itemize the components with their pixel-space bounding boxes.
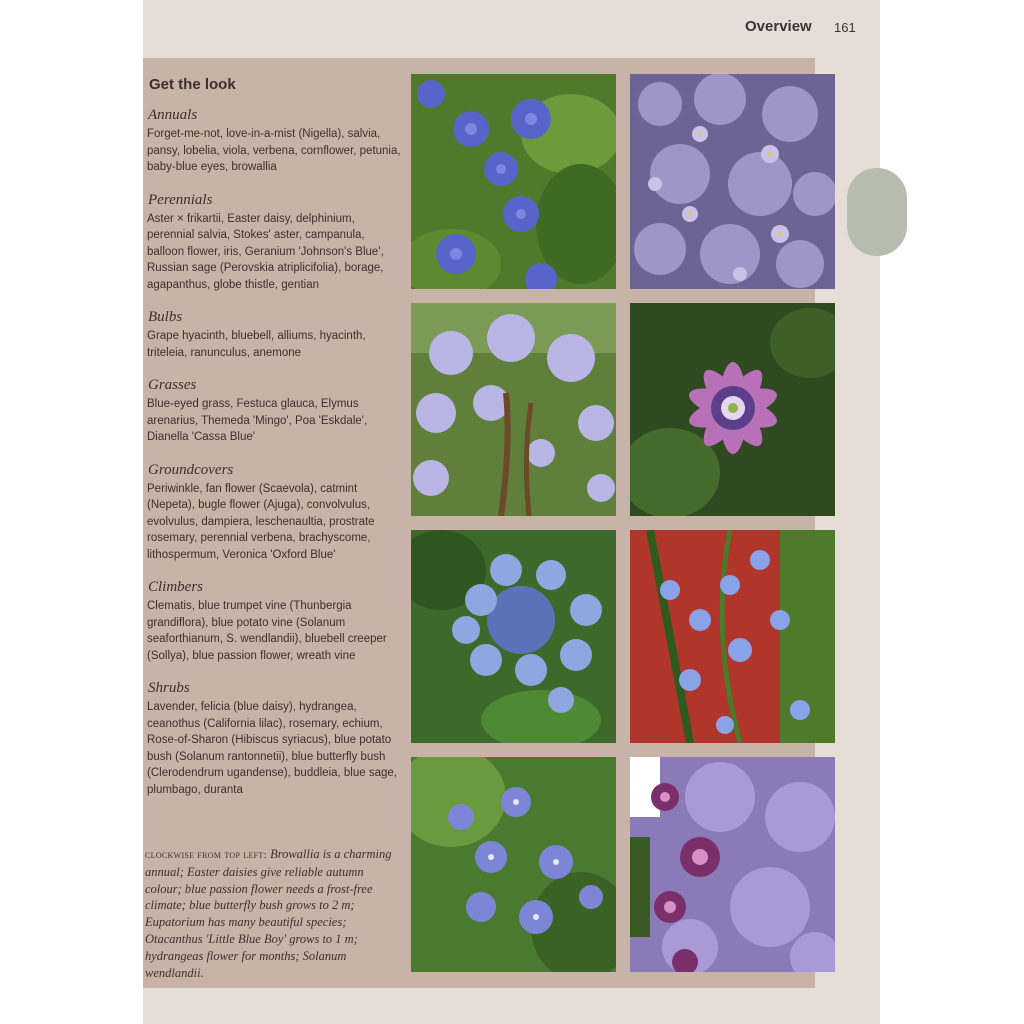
photo-blue-butterfly-bush bbox=[630, 530, 835, 743]
section-text: Periwinkle, fan flower (Scaevola), catmint (Nepeta), bugle flower (Ajuga), convolvulus, evolvulus, dampiera, leschenaultia, prostrate rosemary, perennial verbena, brachyscome, lithospermum, Veronica 'Oxford Blue' bbox=[147, 482, 375, 561]
photo-blue-passion-flower bbox=[630, 303, 835, 516]
section-bulbs bbox=[147, 309, 403, 361]
running-header-title: Overview bbox=[745, 18, 812, 35]
get-the-look-column bbox=[147, 70, 403, 814]
section-perennials bbox=[147, 192, 403, 294]
photo-solanum-wendlandii bbox=[411, 303, 616, 516]
section-heading: Shrubs bbox=[148, 680, 190, 696]
section-heading: Grasses bbox=[148, 377, 197, 393]
photo-caption bbox=[145, 846, 401, 981]
section-text: Clematis, blue trumpet vine (Thunbergia grandiflora), blue potato vine (Solanum seaforthianum, S. wendlandii), bluebell creeper (Sollya), blue passion flower, wreath vine bbox=[147, 600, 387, 662]
section-text: Grape hyacinth, bluebell, alliums, hyacinth, triteleia, ranunculus, anemone bbox=[147, 330, 366, 359]
section-text: Lavender, felicia (blue daisy), hydrangea, ceanothus (California lilac), rosemary, echium, Rose-of-Sharon (Hibiscus syriacus), blue potato bush (Solanum rantonnetii), blue butterfly bush (Clerodendrum ugandense), buddleia, blue sage, plumbago, duranta bbox=[147, 701, 397, 796]
section-climbers bbox=[147, 579, 403, 664]
photo-otacanthus bbox=[411, 757, 616, 972]
section-heading: Groundcovers bbox=[148, 461, 234, 478]
section-annuals bbox=[147, 107, 403, 176]
section-shrubs bbox=[147, 680, 403, 798]
photo-browallia bbox=[411, 74, 616, 289]
caption-lead: clockwise from top left: bbox=[145, 849, 267, 861]
section-heading: Climbers bbox=[148, 579, 204, 595]
section-text: Blue-eyed grass, Festuca glauca, Elymus arenarius, Themeda 'Mingo', Poa 'Eskdale', Dianella 'Cassa Blue' bbox=[147, 398, 368, 443]
section-heading: Bulbs bbox=[148, 309, 183, 325]
section-groundcovers bbox=[147, 462, 403, 564]
chapter-tab bbox=[847, 168, 907, 256]
photo-hydrangea bbox=[411, 530, 616, 743]
caption-text: Browallia is a charming annual; Easter daisies give reliable autumn colour; blue passion flower needs a frost-free climate; blue butterfly bush grows to 2 m; Eupatorium has many beautiful species; Otacanthus 'Little Blue Boy' grows to 1 m; hydrangeas flower for months; Solanum wendlandii. bbox=[145, 847, 392, 980]
section-text: Aster × frikartii, Easter daisy, delphinium, perennial salvia, Stokes' aster, campanula, balloon flower, iris, Geranium 'Johnson's Blue', Russian sage (Perovskia atriplicifolia), borage, agapanthus, globe thistle, gentian bbox=[147, 212, 384, 291]
page-number: 161 bbox=[834, 20, 856, 35]
section-heading: Perennials bbox=[148, 191, 213, 208]
section-text: Forget-me-not, love-in-a-mist (Nigella), salvia, pansy, lobelia, viola, verbena, cornflower, petunia, baby-blue eyes, browallia bbox=[147, 128, 401, 173]
photo-easter-daisy bbox=[630, 74, 835, 289]
section-grasses bbox=[147, 377, 403, 446]
section-heading: Annuals bbox=[148, 107, 198, 123]
get-the-look-title: Get the look bbox=[149, 76, 236, 93]
photo-eupatorium bbox=[630, 757, 835, 972]
